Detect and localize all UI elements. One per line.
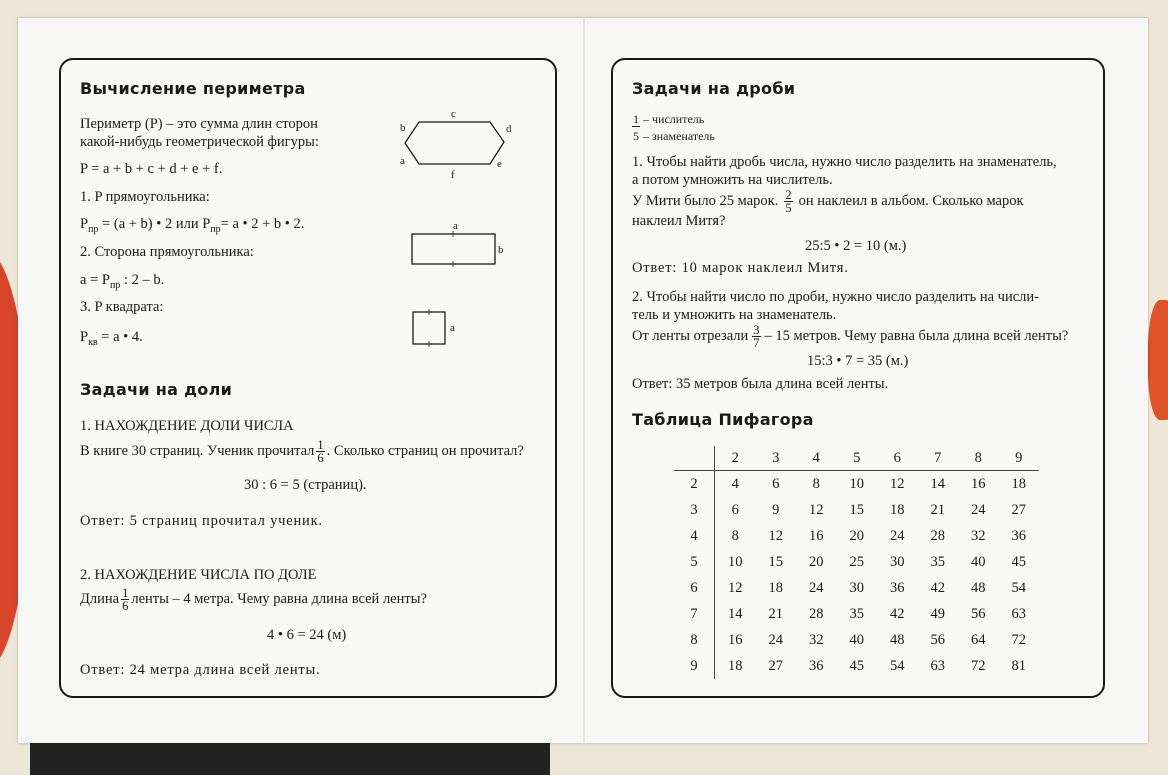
table-cell: 63: [930, 657, 945, 674]
page-fold: [583, 18, 585, 743]
table-cell: 45: [849, 657, 864, 674]
table-cell: 12: [728, 579, 743, 596]
problem2-calc: 15:3 • 7 = 35 (м.): [807, 353, 909, 369]
table-cell: 15: [849, 501, 864, 518]
row-header: 9: [674, 653, 715, 679]
table-cell: 16: [809, 527, 824, 544]
table-cell: 56: [930, 631, 945, 648]
fraction-two-fifths: $\frac{2}{5}$: [785, 188, 792, 216]
rectangle-perimeter-formula: $P_{пр} = (a + b)$ • 2 или $P_{пр}= a$ • 2 + b • 2.: [80, 216, 305, 235]
table-cell: 10: [849, 475, 864, 492]
perimeter-definition-line1: Периметр (P) – это сумма длин сторон: [80, 116, 318, 132]
right-panel: [611, 58, 1105, 698]
column-header: 8: [958, 446, 999, 471]
table-cell: 54: [890, 657, 905, 674]
column-header: 9: [999, 446, 1040, 471]
rectangle-side-formula: $a = P_{пр}$ : 2 – b.: [80, 272, 165, 291]
column-header: 3: [756, 446, 797, 471]
table-cell: 40: [971, 553, 986, 570]
table-cell: 30: [890, 553, 905, 570]
share-of-number-heading: 1. НАХОЖДЕНИЕ ДОЛИ ЧИСЛА: [80, 418, 294, 434]
problem2-line1: От ленты отрезали $\frac{3}{7}$ – 15 метров. Чему равна была длина всей ленты?: [632, 323, 1069, 351]
table-cell: 24: [768, 631, 783, 648]
table-cell: 27: [768, 657, 783, 674]
hex-label-f: f: [451, 169, 455, 181]
column-header: 7: [918, 446, 959, 471]
table-cell: 35: [849, 605, 864, 622]
fraction-three-sevenths: $\frac{3}{7}$: [753, 323, 760, 351]
table-cell: 30: [849, 579, 864, 596]
table-cell: 21: [768, 605, 783, 622]
number-by-share-answer: Ответ: 24 метра длина всей ленты.: [80, 662, 321, 678]
table-cell: 18: [768, 579, 783, 596]
table-cell: 20: [809, 553, 824, 570]
left-panel: [59, 58, 557, 698]
hexagon-diagram: [394, 104, 524, 186]
pythagoras-title: Таблица Пифагора: [632, 410, 814, 429]
table-cell: 27: [1011, 501, 1026, 518]
rectangle-perimeter-heading: 1. P прямоугольника:: [80, 189, 210, 205]
table-cell: 35: [930, 553, 945, 570]
hex-label-d: d: [506, 123, 512, 135]
table-cell: 14: [930, 475, 945, 492]
square-perimeter-heading: 3. P квадрата:: [80, 299, 164, 315]
fraction-legend: 1 – числитель 5 – знаменатель: [633, 112, 715, 143]
table-cell: 49: [930, 605, 945, 622]
booklet-page: [18, 18, 1148, 743]
table-cell: 18: [728, 657, 743, 674]
table-cell: 36: [809, 657, 824, 674]
table-row: [674, 653, 1039, 679]
table-cell: 48: [971, 579, 986, 596]
problem1-answer: Ответ: 10 марок наклеил Митя.: [632, 260, 849, 276]
row-header: 8: [674, 627, 715, 653]
table-cell: 72: [971, 657, 986, 674]
table-cell: 56: [971, 605, 986, 622]
rectangle-diagram: [406, 216, 516, 268]
table-cell: 8: [731, 527, 739, 544]
table-cell: 21: [930, 501, 945, 518]
table-cell: 14: [728, 605, 743, 622]
table-cell: 54: [1011, 579, 1026, 596]
fraction-one-sixth-2: $\frac{1}{6}$: [122, 586, 129, 614]
table-cell: 42: [930, 579, 945, 596]
table-cell: 42: [890, 605, 905, 622]
column-header: 5: [837, 446, 878, 471]
table-cell: 36: [890, 579, 905, 596]
share-of-number-problem: В книге 30 страниц. Ученик прочитал $\frac{1}{6}$ . Сколько страниц он прочитал?: [80, 438, 524, 466]
table-cell: 12: [768, 527, 783, 544]
rect-label-a: a: [453, 220, 458, 232]
fractions-title: Задачи на дроби: [632, 79, 796, 98]
problem1-calc: 25:5 • 2 = 10 (м.): [805, 238, 907, 254]
table-cell: 8: [812, 475, 820, 492]
table-row: [674, 549, 1039, 575]
table-row: [674, 627, 1039, 653]
rule1-line2: а потом умножить на числитель.: [632, 172, 833, 188]
column-header: 4: [796, 446, 837, 471]
shares-title: Задачи на доли: [80, 380, 233, 399]
row-header: 6: [674, 575, 715, 601]
table-row: [674, 497, 1039, 523]
rectangle-side-heading: 2. Сторона прямоугольника:: [80, 244, 254, 260]
problem1-line1: У Мити было 25 марок. $\frac{2}{5}$ он наклеил в альбом. Сколько марок: [632, 188, 1024, 216]
perimeter-definition-line2: какой-нибудь геометрической фигуры:: [80, 134, 319, 150]
table-cell: 63: [1011, 605, 1026, 622]
perimeter-formula: P = a + b + c + d + e + f.: [80, 161, 223, 177]
row-header: 2: [674, 471, 715, 498]
table-row: [674, 601, 1039, 627]
table-cell: 16: [971, 475, 986, 492]
table-cell: 10: [728, 553, 743, 570]
table-cell: 18: [890, 501, 905, 518]
table-cell: 40: [849, 631, 864, 648]
hex-label-a: a: [400, 155, 405, 167]
background-splash-right: [1148, 300, 1168, 420]
table-cell: 81: [1011, 657, 1026, 674]
row-header: 7: [674, 601, 715, 627]
row-header: 3: [674, 497, 715, 523]
hex-label-c: c: [451, 108, 456, 120]
pythagoras-table: [674, 446, 1039, 679]
row-header: 5: [674, 549, 715, 575]
table-cell: 4: [731, 475, 739, 492]
number-by-share-heading: 2. НАХОЖДЕНИЕ ЧИСЛА ПО ДОЛЕ: [80, 567, 317, 583]
table-cell: 45: [1011, 553, 1026, 570]
table-cell: 12: [809, 501, 824, 518]
row-header: 4: [674, 523, 715, 549]
table-cell: 32: [809, 631, 824, 648]
square-diagram: [407, 308, 467, 348]
table-cell: 12: [890, 475, 905, 492]
table-cell: 28: [930, 527, 945, 544]
table-cell: 48: [890, 631, 905, 648]
table-cell: 28: [809, 605, 824, 622]
table-cell: 24: [890, 527, 905, 544]
table-cell: 18: [1011, 475, 1026, 492]
table-cell: 24: [809, 579, 824, 596]
table-cell: 6: [772, 475, 780, 492]
rect-label-b: b: [498, 244, 504, 256]
rule2-line2: тель и умножить на знаменатель.: [632, 307, 837, 323]
table-cell: 72: [1011, 631, 1026, 648]
table-cell: 6: [731, 501, 739, 518]
table-cell: 9: [772, 501, 780, 518]
problem1-line2: наклеил Митя?: [632, 213, 726, 229]
column-header: 6: [877, 446, 918, 471]
table-row: [674, 523, 1039, 549]
share-of-number-calc: 30 : 6 = 5 (страниц).: [244, 477, 367, 493]
hex-label-e: e: [497, 158, 502, 170]
table-corner: [674, 446, 715, 471]
number-by-share-problem: Длина $\frac{1}{6}$ ленты – 4 метра. Чему равна длина всей ленты?: [80, 586, 427, 614]
table-cell: 36: [1011, 527, 1026, 544]
table-row: [674, 471, 1039, 498]
hex-label-b: b: [400, 122, 406, 134]
perimeter-title: Вычисление периметра: [80, 79, 306, 98]
problem2-answer: Ответ: 35 метров была длина всей ленты.: [632, 376, 889, 392]
rule2-line1: 2. Чтобы найти число по дроби, нужно число разделить на числи-: [632, 289, 1039, 305]
table-cell: 64: [971, 631, 986, 648]
rule1-line1: 1. Чтобы найти дробь числа, нужно число разделить на знаменатель,: [632, 154, 1057, 170]
share-of-number-answer: Ответ: 5 страниц прочитал ученик.: [80, 513, 323, 529]
number-by-share-calc: 4 • 6 = 24 (м): [267, 627, 347, 643]
table-cell: 16: [728, 631, 743, 648]
column-header: 2: [715, 446, 756, 471]
square-label-a: a: [450, 322, 455, 334]
table-cell: 24: [971, 501, 986, 518]
square-perimeter-formula: $P_{кв} = a$ • 4.: [80, 329, 143, 348]
table-cell: 32: [971, 527, 986, 544]
table-cell: 15: [768, 553, 783, 570]
table-cell: 25: [849, 553, 864, 570]
table-row: [674, 575, 1039, 601]
table-cell: 20: [849, 527, 864, 544]
table-header-row: [674, 446, 1039, 471]
fraction-one-sixth: $\frac{1}{6}$: [317, 438, 324, 466]
